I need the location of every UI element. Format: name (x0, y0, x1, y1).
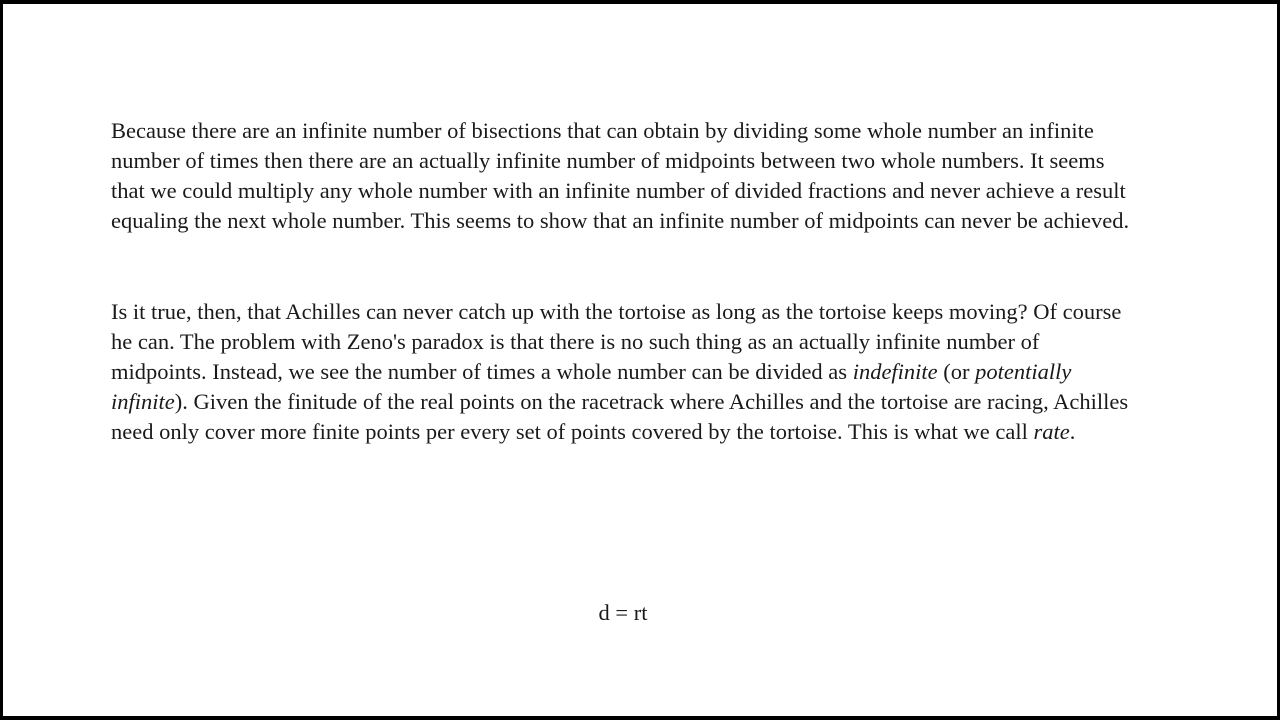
italic-potentially-infinite: potentially infinite (111, 359, 1072, 414)
paragraph-achilles-text-4: . (1069, 419, 1076, 444)
formula-distance-rate-time: d = rt (598, 600, 648, 625)
paragraph-achilles (111, 297, 1131, 447)
italic-indefinite: indefinite (852, 359, 938, 384)
paragraph-bisections: Because there are an infinite number of bisections that can obtain by dividing some whole number an infinite number of times then there are an actually infinite number of midpoints between two whole numbers. It seems that we could multiply any whole number with an infinite number of divided fractions and never achieve a result equaling the next whole number. This seems to show that an infinite number of midpoints can never be achieved. (111, 118, 1130, 233)
italic-rate: rate (1033, 419, 1070, 444)
paragraph-achilles-text-2: (or (937, 359, 976, 384)
document-page (3, 4, 1277, 716)
paragraph-achilles-text-3: ). Given the finitude of the real points on the racetrack where Achilles and the tortoise are racing, Achilles need only cover more finite points per every set of points covered by the tortoise. This is what we call (111, 389, 1129, 444)
paragraph-achilles-text-1: Is it true, then, that Achilles can never catch up with the tortoise as long as the tortoise keeps moving? Of course he can. The problem with Zeno's paradox is that there is no such thing as an actually infinite number of midpoints. Instead, we see the number of times a whole number can be divided as (111, 299, 1122, 384)
